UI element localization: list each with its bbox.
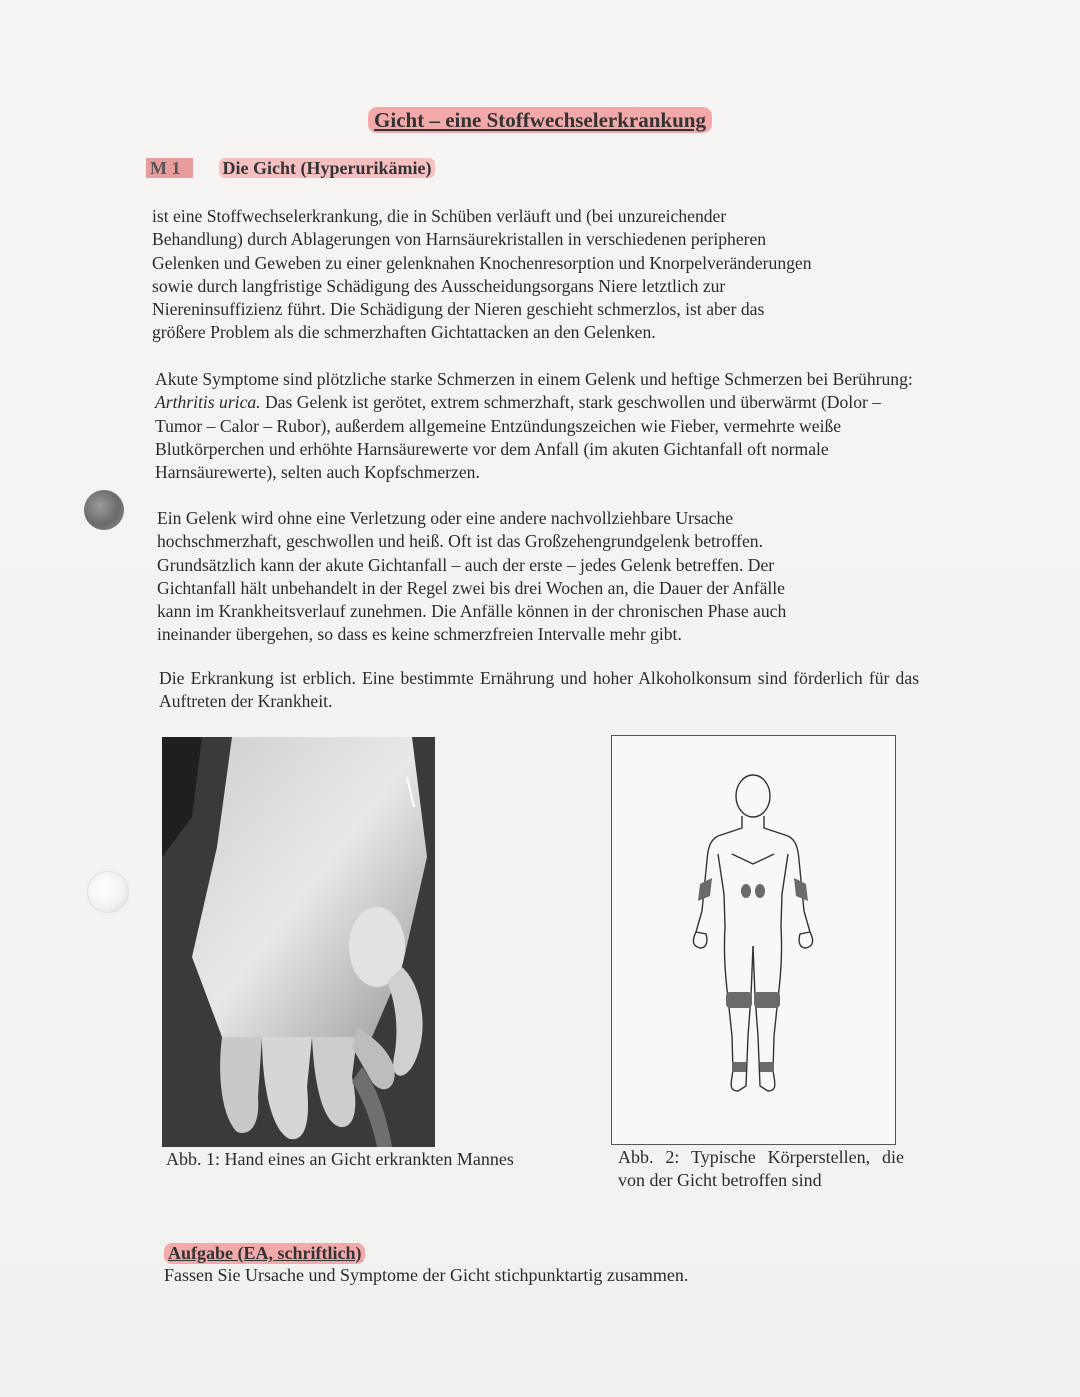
text-line: größere Problem als die schmerzhaften Gichtattacken an den Gelenken. [152, 322, 656, 343]
punch-hole-top [84, 490, 124, 530]
hand-photo-image [162, 737, 435, 1147]
figure-1-caption: Abb. 1: Hand eines an Gicht erkrankten Mannes [166, 1149, 514, 1169]
text-line: Ein Gelenk wird ohne eine Verletzung oder eine andere nachvollziehbare Ursache [157, 508, 734, 528]
section-heading: Die Gicht (Hyperurikämie) [219, 158, 436, 178]
page-title [0, 108, 1080, 133]
text-line: Behandlung) durch Ablagerungen von Harnsäurekristallen in verschiedenen peripheren [152, 229, 767, 250]
paragraph-definition [152, 205, 922, 345]
section-label: M 1 [146, 158, 193, 178]
text-line: sowie durch langfristige Schädigung des Ausscheidungsorgans Niere letztlich zur [152, 275, 726, 296]
symptoms-text-start: Akute Symptome sind plötzliche starke Schmerzen in einem Gelenk und heftige Schmerzen bei Berührung: [155, 369, 913, 389]
body-outline-image [612, 736, 895, 1144]
hand-photo [162, 737, 435, 1147]
punch-hole-bottom [88, 872, 128, 912]
text-line: Gelenken und Geweben zu einer gelenknahen Knochenresorption und Knorpelveränderungen [152, 252, 812, 273]
section-header [146, 158, 435, 179]
page-title-text: Gicht – eine Stoffwechselerkrankung [368, 107, 712, 133]
text-line: ist eine Stoffwechselerkrankung, die in Schüben verläuft und (bei unzureichender [152, 206, 727, 226]
text-line: Gichtanfall hält unbehandelt in der Regel zwei bis drei Wochen an, die Dauer der Anfälle [157, 577, 785, 598]
text-line: Grundsätzlich kann der akute Gichtanfall – auch der erste – jedes Gelenk betreffen. Der [157, 554, 775, 575]
paragraph-attack [157, 507, 897, 647]
task-heading: Aufgabe (EA, schriftlich) [164, 1243, 365, 1264]
text-line: kann im Krankheitsverlauf zunehmen. Die Anfälle können in der chronischen Phase auch [157, 601, 787, 622]
arthritis-term: Arthritis urica. [155, 392, 261, 413]
symptoms-text-end: Das Gelenk ist gerötet, extrem schmerzhaft, stark geschwollen und überwärmt (Dolor – Tumor – Calor – Rubor), außerdem allgemeine Entzündungszeichen wie Fieber, vermehrte weiße Blutkörperchen und erhöhte Harnsäurewerte vor dem Anfall (im akuten Gichtanfall oft normale Harnsäurewerte), selten auch Kopfschmerzen. [155, 392, 882, 483]
paragraph-symptoms [155, 368, 925, 484]
paragraph-heredity: Die Erkrankung ist erblich. Eine bestimmte Ernährung und hoher Alkoholkonsum sind förderlich für das Auftreten der Krankheit. [159, 668, 919, 712]
task-text: Fassen Sie Ursache und Symptome der Gicht stichpunktartig zusammen. [164, 1265, 689, 1285]
text-line: hochschmerzhaft, geschwollen und heiß. Oft ist das Großzehengrundgelenk betroffen. [157, 531, 763, 552]
text-line: ineinander übergehen, so dass es keine schmerzfreien Intervalle mehr gibt. [157, 624, 682, 645]
text-line: Niereninsuffizienz führt. Die Schädigung der Nieren geschieht schmerzlos, ist aber das [152, 299, 765, 320]
figure-2-caption: Abb. 2: Typische Körperstellen, die von der Gicht betroffen sind [618, 1147, 904, 1190]
body-diagram [611, 735, 896, 1145]
